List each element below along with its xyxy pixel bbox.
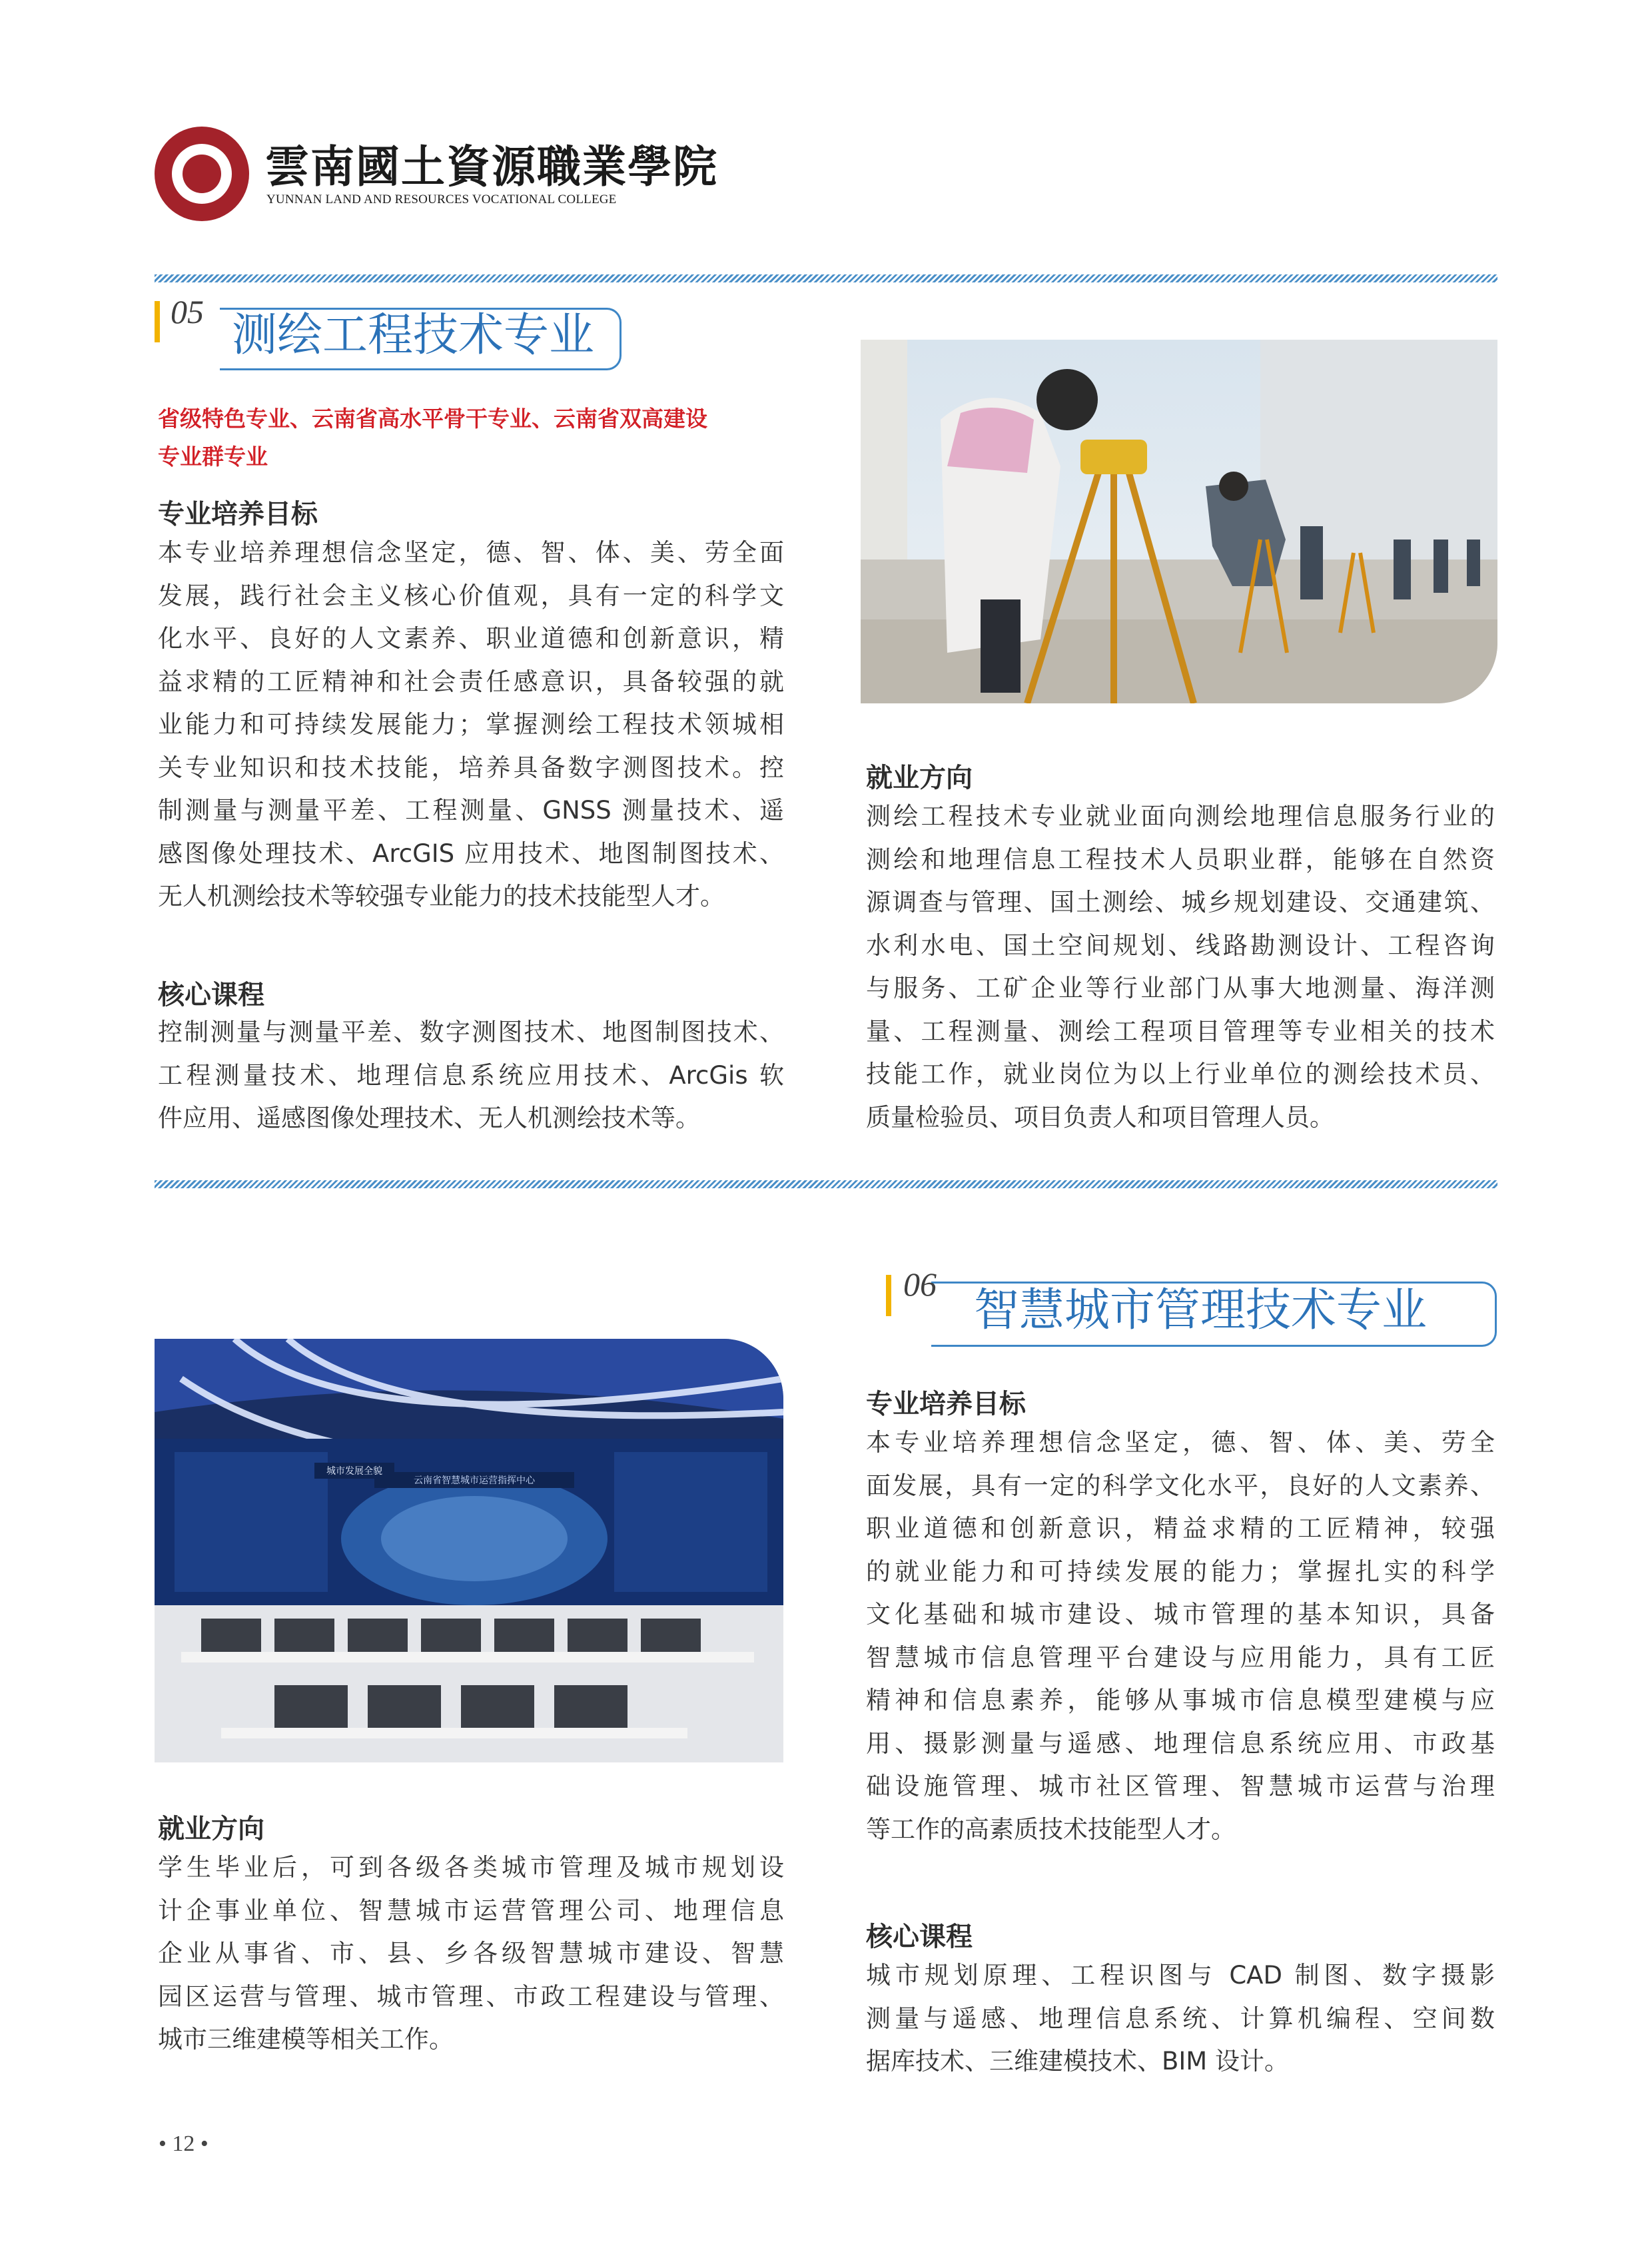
text-line: 城市三维建模等相关工作。 bbox=[158, 2025, 454, 2054]
honors-text bbox=[158, 400, 824, 476]
text-line: 件应用、遥感图像处理技术、无人机测绘技术等。 bbox=[158, 1104, 700, 1132]
text-line: 学生毕业后，可到各级各类城市管理及城市规划设 bbox=[158, 1853, 784, 1882]
text-line: 础设施管理、城市社区管理、智慧城市运营与治理 bbox=[866, 1772, 1495, 1800]
goal-text bbox=[158, 532, 784, 919]
section-title: 测绘工程技术专业 bbox=[232, 309, 595, 362]
text-line: 益求精的工匠精神和社会责任感意识，具备较强的就 bbox=[158, 667, 784, 696]
text-line: 测量与遥感、地理信息系统、计算机编程、空间数 bbox=[866, 2004, 1495, 2033]
section-marker bbox=[155, 301, 160, 342]
career-heading: 就业方向 bbox=[866, 763, 973, 793]
text-line: 据库技术、三维建模技术、BIM 设计。 bbox=[866, 2047, 1289, 2075]
text-line: 等工作的高素质技术技能型人才。 bbox=[866, 1814, 1236, 1844]
text-line: 无人机测绘技术等较强专业能力的技术技能型人才。 bbox=[158, 882, 725, 911]
text-line: 企业从事省、市、县、乡各级智慧城市建设、智慧 bbox=[158, 1939, 784, 1968]
goal-heading: 专业培养目标 bbox=[158, 499, 318, 530]
text-line: 技能工作，就业岗位为以上行业单位的测绘技术员、 bbox=[866, 1060, 1495, 1088]
text-line: 计企事业单位、智慧城市运营管理公司、地理信息 bbox=[158, 1896, 784, 1925]
text-line: 测绘工程技术专业就业面向测绘地理信息服务行业的 bbox=[866, 802, 1495, 831]
section-number: 05 bbox=[171, 293, 204, 330]
goal-heading: 专业培养目标 bbox=[866, 1389, 1026, 1419]
career-text bbox=[866, 795, 1495, 1139]
smart-city-control-room-photo bbox=[155, 1339, 783, 1762]
section-title: 智慧城市管理技术专业 bbox=[974, 1284, 1428, 1337]
text-line: 测绘和地理信息工程技术人员职业群，能够在自然资 bbox=[866, 845, 1495, 874]
text-line: 文化基础和城市建设、城市管理的基本知识，具备 bbox=[866, 1600, 1495, 1629]
text-line: 水利水电、国土空间规划、线路勘测设计、工程咨询 bbox=[866, 931, 1495, 960]
text-line: 发展，践行社会主义核心价值观，具有一定的科学文 bbox=[158, 581, 784, 610]
text-line: 智慧城市信息管理平台建设与应用能力，具有工匠 bbox=[866, 1643, 1495, 1672]
text-line: 本专业培养理想信念坚定，德、智、体、美、劳全 bbox=[866, 1428, 1495, 1457]
page-number: • 12 • bbox=[159, 2131, 208, 2156]
course-text bbox=[158, 1011, 784, 1140]
svg-text:云南省智慧城市运营指挥中心: 云南省智慧城市运营指挥中心 bbox=[414, 1475, 535, 1486]
text-line: 化水平、良好的人文素养、职业道德和创新意识，精 bbox=[158, 624, 784, 653]
text-line: 本专业培养理想信念坚定，德、智、体、美、劳全面 bbox=[158, 538, 784, 567]
surveying-students-photo bbox=[861, 340, 1497, 703]
text-line: 关专业知识和技术技能，培养具备数字测图技术。控 bbox=[158, 753, 784, 782]
text-line: 感图像处理技术、ArcGIS 应用技术、地图制图技术、 bbox=[158, 839, 784, 868]
text-line: 业能力和可持续发展能力；掌握测绘工程技术领城相 bbox=[158, 710, 784, 739]
text-line: 用、摄影测量与遥感、地理信息系统应用、市政基 bbox=[866, 1728, 1495, 1758]
divider-top bbox=[155, 274, 1497, 282]
section-number: 06 bbox=[903, 1266, 937, 1303]
text-line: 园区运营与管理、城市管理、市政工程建设与管理、 bbox=[158, 1982, 784, 2011]
honors-line: 省级特色专业、云南省高水平骨干专业、云南省双高建设 bbox=[158, 406, 707, 432]
text-line: 精神和信息素养，能够从事城市信息模型建模与应 bbox=[866, 1686, 1495, 1714]
goal-text bbox=[866, 1421, 1495, 1851]
text-line: 面发展，具有一定的科学文化水平，良好的人文素养、 bbox=[866, 1471, 1495, 1500]
text-line: 职业道德和创新意识，精益求精的工匠精神，较强 bbox=[866, 1514, 1495, 1543]
text-line: 制测量与测量平差、工程测量、GNSS 测量技术、遥 bbox=[158, 796, 784, 825]
text-line: 城市规划原理、工程识图与 CAD 制图、数字摄影 bbox=[866, 1961, 1495, 1990]
screen-title: 城市发展全貌 bbox=[326, 1466, 382, 1477]
text-line: 的就业能力和可持续发展的能力；掌握扎实的科学 bbox=[866, 1557, 1495, 1586]
section-marker bbox=[886, 1275, 891, 1316]
text-line: 控制测量与测量平差、数字测图技术、地图制图技术、 bbox=[158, 1018, 784, 1046]
course-text bbox=[866, 1954, 1495, 2083]
course-heading: 核心课程 bbox=[158, 980, 264, 1010]
text-line: 质量检验员、项目负责人和项目管理人员。 bbox=[866, 1102, 1334, 1132]
text-line: 源调查与管理、国土测绘、城乡规划建设、交通建筑、 bbox=[866, 888, 1495, 917]
divider-middle bbox=[155, 1180, 1497, 1188]
text-line: 工程测量技术、地理信息系统应用技术、ArcGis 软 bbox=[158, 1060, 784, 1090]
honors-line: 专业群专业 bbox=[158, 444, 268, 470]
text-line: 与服务、工矿企业等行业部门从事大地测量、海洋测 bbox=[866, 974, 1495, 1002]
career-text bbox=[158, 1846, 784, 2061]
text-line: 量、工程测量、测绘工程项目管理等专业相关的技术 bbox=[866, 1016, 1495, 1046]
course-heading: 核心课程 bbox=[866, 1922, 973, 1952]
college-name-cn: 雲南國土資源職業學院 bbox=[265, 141, 718, 192]
college-name-en: YUNNAN LAND AND RESOURCES VOCATIONAL COLLEGE bbox=[266, 192, 617, 206]
career-heading: 就业方向 bbox=[158, 1814, 264, 1844]
college-emblem-core bbox=[183, 155, 221, 193]
